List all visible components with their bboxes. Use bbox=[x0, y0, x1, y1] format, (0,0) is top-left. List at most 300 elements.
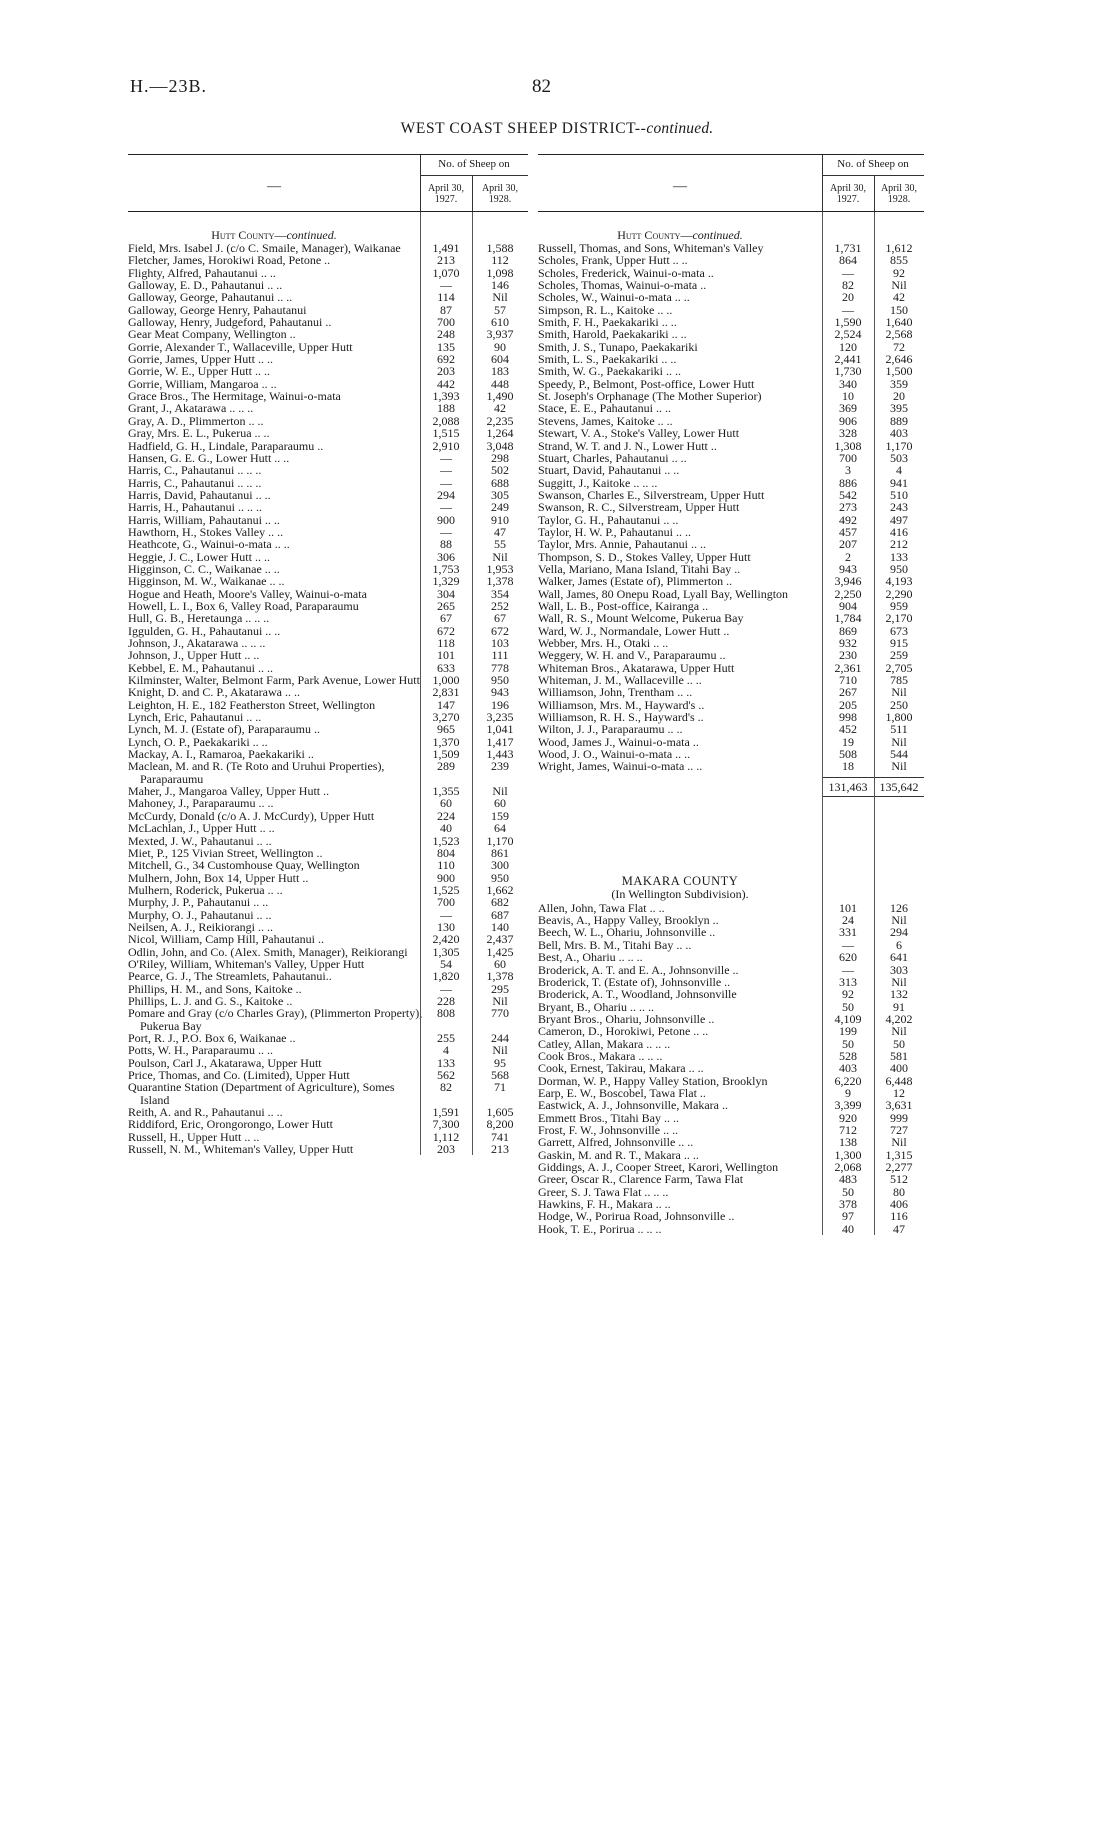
entry-name: Gorrie, W. E., Upper Hutt .. .. bbox=[128, 364, 270, 379]
table-row bbox=[538, 988, 924, 1000]
entry-name: Potts, W. H., Paraparaumu .. .. bbox=[128, 1043, 273, 1058]
entry-name: Weggery, W. H. and V., Paraparaumu .. bbox=[538, 648, 726, 663]
sheep-count-1927: 932 bbox=[839, 636, 857, 650]
sheep-count-1927: 1,784 bbox=[834, 611, 862, 626]
table-row bbox=[538, 1223, 924, 1235]
sheep-count-1927: 900 bbox=[437, 870, 455, 885]
table-row bbox=[538, 686, 924, 698]
sheep-count-1928: 502 bbox=[491, 463, 509, 478]
sheep-count-1927: 50 bbox=[842, 1036, 854, 1051]
sheep-count-1927: 205 bbox=[839, 697, 857, 712]
table-row bbox=[128, 440, 528, 452]
sheep-count-1928: 2,170 bbox=[885, 611, 913, 626]
sheep-count-1928: 510 bbox=[890, 487, 908, 502]
entry-name: Galloway, Henry, Judgeford, Pahautanui .. bbox=[128, 315, 332, 330]
sheep-count-1927: — bbox=[440, 500, 452, 515]
sheep-count-1928: 259 bbox=[890, 648, 908, 663]
entry-name: Bell, Mrs. B. M., Titahi Bay .. .. bbox=[538, 937, 692, 952]
sheep-count-1927: 1,329 bbox=[432, 574, 460, 589]
entry-name: Quarantine Station (Department of Agriculture), Somes Island bbox=[128, 1080, 398, 1107]
entry-name: Wood, James J., Wainui-o-mata .. bbox=[538, 734, 699, 749]
table-row bbox=[128, 365, 528, 377]
sheep-count-1928: Nil bbox=[492, 993, 508, 1008]
table-body bbox=[538, 212, 924, 1235]
sheep-count-1928: 42 bbox=[494, 401, 506, 416]
sheep-count-1928: 1,443 bbox=[486, 747, 514, 762]
sheep-count-1927: 403 bbox=[839, 1061, 857, 1076]
sheep-count-1928: 6 bbox=[896, 937, 902, 952]
header-dash: — bbox=[267, 179, 281, 194]
sheep-count-1927: 965 bbox=[437, 722, 455, 737]
sheep-count-1927: 20 bbox=[842, 290, 854, 305]
sheep-count-1928: 2,568 bbox=[885, 327, 913, 342]
table-row bbox=[538, 1025, 924, 1037]
entry-name: Cook, Ernest, Takirau, Makara .. .. bbox=[538, 1061, 704, 1076]
sheep-count-1927: 2,420 bbox=[432, 932, 460, 947]
entry-name: Leighton, H. E., 182 Featherston Street, Wellington bbox=[128, 697, 376, 712]
sheep-count-1928: 950 bbox=[491, 673, 509, 688]
sheep-count-1927: 483 bbox=[839, 1172, 857, 1187]
page-title bbox=[0, 120, 1114, 138]
entry-name: Smith, W. G., Paekakariki .. .. bbox=[538, 364, 681, 379]
sheep-count-1928: 910 bbox=[491, 512, 509, 527]
entry-name: Gaskin, M. and R. T., Makara .. .. bbox=[538, 1147, 699, 1162]
entry-name: Ward, W. J., Normandale, Lower Hutt .. bbox=[538, 623, 730, 638]
sheep-count-1927: 88 bbox=[440, 537, 452, 552]
sheep-count-1928: Nil bbox=[891, 974, 907, 989]
sheep-count-1927: 1,308 bbox=[834, 438, 862, 453]
entry-name: Hogue and Heath, Moore's Valley, Wainui-o-mata bbox=[128, 586, 367, 601]
page-title-continued: continued. bbox=[646, 120, 714, 137]
sheep-count-1927: 700 bbox=[839, 450, 857, 465]
sheep-count-1927: 6,220 bbox=[834, 1073, 862, 1088]
header-col-1928-line2: 1928. bbox=[887, 194, 911, 205]
entry-name: O'Riley, William, Whiteman's Valley, Upper Hutt bbox=[128, 956, 365, 971]
sheep-count-1927: 67 bbox=[440, 611, 452, 626]
sheep-count-1927: 1,523 bbox=[432, 833, 460, 848]
sheep-count-1928: 6,448 bbox=[885, 1073, 913, 1088]
table-row bbox=[128, 612, 528, 624]
sheep-count-1928: 688 bbox=[491, 475, 509, 490]
table-row bbox=[538, 926, 924, 938]
table-row bbox=[128, 254, 528, 266]
sheep-count-1927: 313 bbox=[839, 974, 857, 989]
sheep-count-1928: 243 bbox=[890, 500, 908, 515]
entry-name: Thompson, S. D., Stokes Valley, Upper Hutt bbox=[538, 549, 751, 564]
table-row bbox=[538, 1210, 924, 1222]
sheep-count-1927: 267 bbox=[839, 685, 857, 700]
table-row bbox=[128, 896, 528, 908]
entry-name: Broderick, T. (Estate of), Johnsonville .. bbox=[538, 974, 731, 989]
entry-name: Emmett Bros., Titahi Bay .. .. bbox=[538, 1110, 680, 1125]
entry-name: Hook, T. E., Porirua .. .. .. bbox=[538, 1221, 662, 1236]
sheep-count-1928: 91 bbox=[893, 999, 905, 1014]
entry-name: Greer, Oscar R., Clarence Farm, Tawa Flat bbox=[538, 1172, 744, 1187]
entry-name: Bryant, B., Ohariu .. .. .. bbox=[538, 999, 654, 1014]
sheep-count-1928: 8,200 bbox=[486, 1117, 514, 1132]
sheep-count-1927: 188 bbox=[437, 401, 455, 416]
sheep-count-1928: 1,605 bbox=[486, 1105, 514, 1120]
entry-name: Neilsen, A. J., Reikiorangi .. .. bbox=[128, 919, 273, 934]
table-row bbox=[128, 328, 528, 340]
sheep-count-1928: 60 bbox=[494, 796, 506, 811]
sheep-count-1928: 60 bbox=[494, 956, 506, 971]
sheep-count-1927: — bbox=[440, 524, 452, 539]
entry-name: Stevens, James, Kaitoke .. .. bbox=[538, 413, 673, 428]
sheep-count-1928: 943 bbox=[491, 685, 509, 700]
sheep-count-1928: 941 bbox=[890, 475, 908, 490]
sheep-count-1927: — bbox=[842, 937, 854, 952]
header-col-1928 bbox=[472, 183, 528, 205]
sheep-count-1927: 864 bbox=[839, 253, 857, 268]
entry-name: Gorrie, Alexander T., Wallaceville, Upper Hutt bbox=[128, 339, 353, 354]
sheep-count-1927: 886 bbox=[839, 475, 857, 490]
table-row bbox=[538, 328, 924, 340]
sheep-count-1928: 146 bbox=[491, 278, 509, 293]
entry-name: McLachlan, J., Upper Hutt .. .. bbox=[128, 821, 275, 836]
entry-name: Scholes, Frank, Upper Hutt .. .. bbox=[538, 253, 688, 268]
sheep-count-1927: 50 bbox=[842, 999, 854, 1014]
sheep-count-1928: 400 bbox=[890, 1061, 908, 1076]
sheep-count-1927: 24 bbox=[842, 913, 854, 928]
table-row bbox=[128, 402, 528, 414]
sheep-count-1928: 448 bbox=[491, 376, 509, 391]
entry-name: Galloway, George Henry, Pahautanui bbox=[128, 302, 307, 317]
sheep-count-1928: 4 bbox=[896, 463, 902, 478]
sheep-count-1927: 265 bbox=[437, 598, 455, 613]
entry-name: Miet, P., 125 Vivian Street, Wellington .. bbox=[128, 845, 323, 860]
sheep-count-1927: 133 bbox=[437, 1055, 455, 1070]
sheep-count-1927: 199 bbox=[839, 1024, 857, 1039]
sheep-count-1928: Nil bbox=[492, 290, 508, 305]
sheep-count-1927: 1,112 bbox=[432, 1129, 460, 1144]
entry-name: Wall, R. S., Mount Welcome, Pukerua Bay bbox=[538, 611, 744, 626]
entry-name: Kebbel, E. M., Pahautanui .. .. bbox=[128, 660, 273, 675]
sheep-count-1928: 212 bbox=[890, 537, 908, 552]
entry-name: Mulhern, John, Box 14, Upper Hutt .. bbox=[128, 870, 309, 885]
entry-name: Walker, James (Estate of), Plimmerton .. bbox=[538, 574, 733, 589]
sheep-count-1928: 159 bbox=[491, 808, 509, 823]
sheep-count-1928: 406 bbox=[890, 1197, 908, 1212]
sheep-count-1928: 511 bbox=[890, 722, 908, 737]
entry-name: Smith, J. S., Tunapo, Paekakariki bbox=[538, 339, 698, 354]
sheep-count-1928: 4,202 bbox=[885, 1011, 913, 1026]
sheep-count-1928: Nil bbox=[891, 685, 907, 700]
entry-name: Harris, H., Pahautanui .. .. .. bbox=[128, 500, 262, 515]
entry-name: Wall, L. B., Post-office, Kairanga .. bbox=[538, 598, 709, 613]
sheep-count-1927: 900 bbox=[437, 512, 455, 527]
header-rule bbox=[822, 155, 823, 211]
sheep-count-1928: 568 bbox=[491, 1068, 509, 1083]
header-rule bbox=[420, 155, 421, 211]
sheep-count-1927: 228 bbox=[437, 993, 455, 1008]
sheep-count-1928: 95 bbox=[494, 1055, 506, 1070]
sheep-count-1928: 90 bbox=[494, 339, 506, 354]
entry-name: Smith, F. H., Paekakariki .. .. bbox=[538, 315, 677, 330]
sheep-count-1927: 4,109 bbox=[834, 1011, 862, 1026]
sheep-count-1928: 1,640 bbox=[885, 315, 913, 330]
column-rule bbox=[822, 212, 823, 1235]
table-row bbox=[538, 575, 924, 587]
entry-name: Pearce, G. J., The Streamlets, Pahautanui.. bbox=[128, 969, 332, 984]
entry-name: Mahoney, J., Paraparaumu .. .. bbox=[128, 796, 274, 811]
table-header bbox=[128, 154, 528, 212]
totals-rule-bottom bbox=[822, 796, 924, 797]
sheep-count-1927: 273 bbox=[839, 500, 857, 515]
sheep-count-1927: 620 bbox=[839, 950, 857, 965]
entry-name: Dorman, W. P., Happy Valley Station, Brooklyn bbox=[538, 1073, 768, 1088]
sheep-count-1927: 1,355 bbox=[432, 784, 460, 799]
sheep-count-1927: 3 bbox=[845, 463, 851, 478]
sheep-count-1928: 2,705 bbox=[885, 660, 913, 675]
sheep-count-1927: 1,300 bbox=[834, 1147, 862, 1162]
entry-name: Murphy, O. J., Pahautanui .. .. bbox=[128, 907, 272, 922]
sheep-count-1927: 101 bbox=[437, 648, 455, 663]
table-row bbox=[538, 1099, 924, 1111]
sheep-count-1928: 244 bbox=[491, 1031, 509, 1045]
entry-name: Bryant Bros., Ohariu, Johnsonville .. bbox=[538, 1011, 715, 1026]
sheep-count-1928: 103 bbox=[491, 636, 509, 650]
sheep-count-1927: — bbox=[440, 907, 452, 922]
sheep-count-1928: 1,612 bbox=[885, 241, 913, 255]
sheep-count-1927: 2,068 bbox=[834, 1160, 862, 1174]
sheep-count-1928: 741 bbox=[491, 1129, 509, 1144]
sheep-count-1928: 1,953 bbox=[486, 561, 514, 576]
entry-name: Poulson, Carl J., Akatarawa, Upper Hutt bbox=[128, 1055, 322, 1070]
sheep-count-1928: 672 bbox=[491, 623, 509, 638]
sheep-count-1927: 304 bbox=[437, 586, 455, 601]
sheep-count-1927: 54 bbox=[440, 956, 452, 971]
entry-name: Cameron, D., Horokiwi, Petone .. .. bbox=[538, 1024, 709, 1039]
sheep-count-1928: 3,048 bbox=[486, 438, 514, 453]
table-row bbox=[538, 951, 924, 963]
sheep-count-1927: 2,910 bbox=[432, 438, 460, 453]
sheep-count-1928: 12 bbox=[893, 1085, 905, 1100]
sheep-count-1927: 3,399 bbox=[834, 1098, 862, 1113]
table-row bbox=[538, 538, 924, 550]
table-row bbox=[538, 291, 924, 303]
sheep-count-1928: 641 bbox=[890, 950, 908, 965]
sheep-count-1928: 2,235 bbox=[486, 413, 514, 428]
entry-name: Flighty, Alfred, Pahautanui .. .. bbox=[128, 265, 276, 280]
sheep-count-1928: 604 bbox=[491, 352, 509, 367]
table-row bbox=[128, 1007, 528, 1032]
entry-name: Pomare and Gray (c/o Charles Gray), (Plimmerton Property), Pukerua Bay bbox=[128, 1006, 426, 1033]
left-table bbox=[128, 154, 528, 1155]
sheep-count-1927: 442 bbox=[437, 376, 455, 391]
table-row bbox=[128, 649, 528, 661]
sheep-count-1927: 110 bbox=[437, 858, 455, 873]
entry-name: Harris, David, Pahautanui .. .. bbox=[128, 487, 271, 502]
sheep-count-1928: 55 bbox=[494, 537, 506, 552]
entry-name: Hawkins, F. H., Makara .. .. bbox=[538, 1197, 671, 1212]
sheep-count-1927: 294 bbox=[437, 487, 455, 502]
sheep-count-1928: 1,264 bbox=[486, 426, 514, 441]
table-row bbox=[128, 859, 528, 871]
entry-name: Scholes, W., Wainui-o-mata .. .. bbox=[538, 290, 690, 305]
table-row bbox=[538, 464, 924, 476]
sheep-count-1928: 1,800 bbox=[885, 710, 913, 725]
entry-name: Galloway, George, Pahautanui .. .. bbox=[128, 290, 293, 305]
sheep-count-1927: 672 bbox=[437, 623, 455, 638]
sheep-count-1928: 950 bbox=[890, 561, 908, 576]
sheep-count-1927: 2,831 bbox=[432, 685, 460, 700]
sheep-count-1927: 492 bbox=[839, 512, 857, 527]
sheep-count-1927: 1,525 bbox=[432, 882, 460, 897]
sheep-count-1927: 906 bbox=[839, 413, 857, 428]
entry-name: Gray, A. D., Plimmerton .. .. bbox=[128, 413, 264, 428]
entry-name: Allen, John, Tawa Flat .. .. bbox=[538, 900, 665, 915]
sheep-count-1928: 544 bbox=[890, 747, 908, 762]
sheep-count-1928: 770 bbox=[491, 1006, 509, 1021]
sheep-count-1928: 140 bbox=[491, 919, 509, 934]
entry-name: Phillips, H. M., and Sons, Kaitoke .. bbox=[128, 981, 302, 996]
sheep-count-1928: 581 bbox=[890, 1048, 908, 1063]
sheep-count-1928: 512 bbox=[890, 1172, 908, 1187]
sheep-count-1928: 4,193 bbox=[885, 574, 913, 589]
entry-name: Knight, D. and C. P., Akatarawa .. .. bbox=[128, 685, 300, 700]
right-table bbox=[538, 154, 924, 1235]
entry-name: Wood, J. O., Wainui-o-mata .. .. bbox=[538, 747, 691, 762]
header-group-rule bbox=[822, 175, 924, 176]
table-row bbox=[538, 427, 924, 439]
sheep-count-1928: 295 bbox=[491, 981, 509, 996]
sheep-count-1927: 114 bbox=[437, 290, 455, 305]
sheep-count-1928: 1,041 bbox=[486, 722, 514, 737]
sheep-count-1927: — bbox=[842, 962, 854, 977]
sheep-count-1928: 416 bbox=[890, 524, 908, 539]
sheep-count-1927: 18 bbox=[842, 759, 854, 774]
entry-name: Lynch, Eric, Pahautanui .. .. bbox=[128, 710, 262, 725]
entry-name: Harris, C., Pahautanui .. .. .. bbox=[128, 463, 262, 478]
sheep-count-1927: 40 bbox=[842, 1221, 854, 1236]
entry-name: Webber, Mrs. H., Otaki .. .. bbox=[538, 636, 669, 650]
entry-name: Nicol, William, Camp Hill, Pahautanui .. bbox=[128, 932, 324, 947]
header-group-label: No. of Sheep on bbox=[438, 158, 510, 170]
sheep-count-1927: 248 bbox=[437, 327, 455, 342]
sheep-count-1927: 633 bbox=[437, 660, 455, 675]
sheep-count-1927: 207 bbox=[839, 537, 857, 552]
entry-name: Mitchell, G., 34 Customhouse Quay, Wellington bbox=[128, 858, 360, 873]
table-row bbox=[538, 501, 924, 513]
entry-name: Johnson, J., Akatarawa .. .. .. bbox=[128, 636, 266, 650]
sheep-count-1927: 40 bbox=[440, 821, 452, 836]
table-row bbox=[128, 686, 528, 698]
section-heading: Hutt County—continued. bbox=[617, 228, 743, 242]
entry-name: Hawthorn, H., Stokes Valley .. .. bbox=[128, 524, 284, 539]
sheep-count-1928: 92 bbox=[893, 265, 905, 280]
table-row bbox=[538, 1173, 924, 1185]
sheep-count-1927: 1,305 bbox=[432, 944, 460, 959]
sheep-count-1927: 289 bbox=[437, 759, 455, 774]
sheep-count-1928: 1,170 bbox=[885, 438, 913, 453]
table-row bbox=[128, 501, 528, 513]
table-row bbox=[128, 575, 528, 587]
sheep-count-1927: 224 bbox=[437, 808, 455, 823]
totals-rule-top bbox=[822, 777, 924, 778]
sheep-count-1927: 1,591 bbox=[432, 1105, 460, 1120]
entry-name: Swanson, R. C., Silverstream, Upper Hutt bbox=[538, 500, 740, 515]
sheep-count-1928: 150 bbox=[890, 302, 908, 317]
entry-name: Giddings, A. J., Cooper Street, Karori, Wellington bbox=[538, 1160, 779, 1174]
sheep-count-1928: Nil bbox=[891, 759, 907, 774]
section-spacer bbox=[538, 799, 924, 875]
sheep-count-1927: 82 bbox=[440, 1080, 452, 1095]
sheep-count-1928: 111 bbox=[491, 648, 509, 663]
entry-name: Wall, James, 80 Onepu Road, Lyall Bay, Wellington bbox=[538, 586, 789, 601]
entry-name: Garrett, Alfred, Johnsonville .. .. bbox=[538, 1135, 694, 1150]
entry-name: Greer, S. J. Tawa Flat .. .. .. bbox=[538, 1184, 669, 1199]
column-rule bbox=[472, 212, 473, 1155]
entry-name: Price, Thomas, and Co. (Limited), Upper Hutt bbox=[128, 1068, 350, 1083]
table-row bbox=[128, 1044, 528, 1056]
sheep-count-1927: 1,393 bbox=[432, 389, 460, 404]
sheep-count-1927: 1,515 bbox=[432, 426, 460, 441]
sheep-count-1928: 889 bbox=[890, 413, 908, 428]
sheep-count-1928: 213 bbox=[491, 1142, 509, 1157]
sheep-count-1928: 20 bbox=[893, 389, 905, 404]
sheep-count-1928: 57 bbox=[494, 302, 506, 317]
sheep-count-1927: — bbox=[842, 302, 854, 317]
table-row bbox=[128, 933, 528, 945]
sheep-count-1928: 778 bbox=[491, 660, 509, 675]
entry-name: Cook Bros., Makara .. .. .. bbox=[538, 1048, 663, 1063]
sheep-count-1928: 1,490 bbox=[486, 389, 514, 404]
header-col-1927-line2: 1927. bbox=[836, 194, 860, 205]
sheep-count-1927: 457 bbox=[839, 524, 857, 539]
entry-name: Hull, G. B., Heretaunga .. .. .. bbox=[128, 611, 270, 626]
sheep-count-1927: 213 bbox=[437, 253, 455, 268]
sheep-count-1928: 132 bbox=[890, 987, 908, 1002]
sheep-count-1928: 250 bbox=[890, 697, 908, 712]
sheep-count-1927: 9 bbox=[845, 1085, 851, 1100]
header-col-1928-line1: April 30, bbox=[481, 183, 519, 194]
sheep-count-1927: 92 bbox=[842, 987, 854, 1002]
entry-name: Gorrie, William, Mangaroa .. .. bbox=[128, 376, 277, 391]
sheep-count-1927: 1,370 bbox=[432, 734, 460, 749]
sheep-count-1927: 2,088 bbox=[432, 413, 460, 428]
entry-name: Hodge, W., Porirua Road, Johnsonville .. bbox=[538, 1209, 735, 1224]
total-1928: 135,642 bbox=[879, 779, 919, 794]
sheep-count-1928: 497 bbox=[890, 512, 908, 527]
sheep-count-1928: Nil bbox=[891, 734, 907, 749]
sheep-count-1927: 10 bbox=[842, 389, 854, 404]
sheep-count-1927: 1,491 bbox=[432, 241, 460, 255]
makara-county-subheading: (In Wellington Subdivision). bbox=[611, 886, 749, 901]
sheep-count-1927: 130 bbox=[437, 919, 455, 934]
entry-name: Odlin, John, and Co. (Alex. Smith, Manager), Reikiorangi bbox=[128, 944, 408, 959]
entry-name: Stuart, Charles, Pahautanui .. .. bbox=[538, 450, 687, 465]
table-row bbox=[128, 835, 528, 847]
sheep-count-1928: 47 bbox=[893, 1221, 905, 1236]
sheep-count-1927: 2,524 bbox=[834, 327, 862, 342]
sheep-count-1927: — bbox=[440, 450, 452, 465]
sheep-count-1928: 294 bbox=[890, 925, 908, 940]
sheep-count-1927: 255 bbox=[437, 1031, 455, 1045]
sheep-count-1928: 71 bbox=[494, 1080, 506, 1095]
header-col-1928-line1: April 30, bbox=[880, 183, 918, 194]
sheep-count-1928: Nil bbox=[492, 784, 508, 799]
sheep-count-1927: 2,441 bbox=[834, 352, 862, 367]
sheep-count-1927: 2 bbox=[845, 549, 851, 564]
header-col-1927-line1: April 30, bbox=[427, 183, 465, 194]
header-col-1927-line2: 1927. bbox=[434, 194, 458, 205]
sheep-count-1928: 252 bbox=[491, 598, 509, 613]
makara-county-heading: MAKARA COUNTY bbox=[621, 873, 739, 888]
entry-name: Frost, F. W., Johnsonville .. .. bbox=[538, 1122, 679, 1137]
sheep-count-1928: 959 bbox=[890, 598, 908, 613]
entry-name: Speedy, P., Belmont, Post-office, Lower Hutt bbox=[538, 376, 755, 391]
